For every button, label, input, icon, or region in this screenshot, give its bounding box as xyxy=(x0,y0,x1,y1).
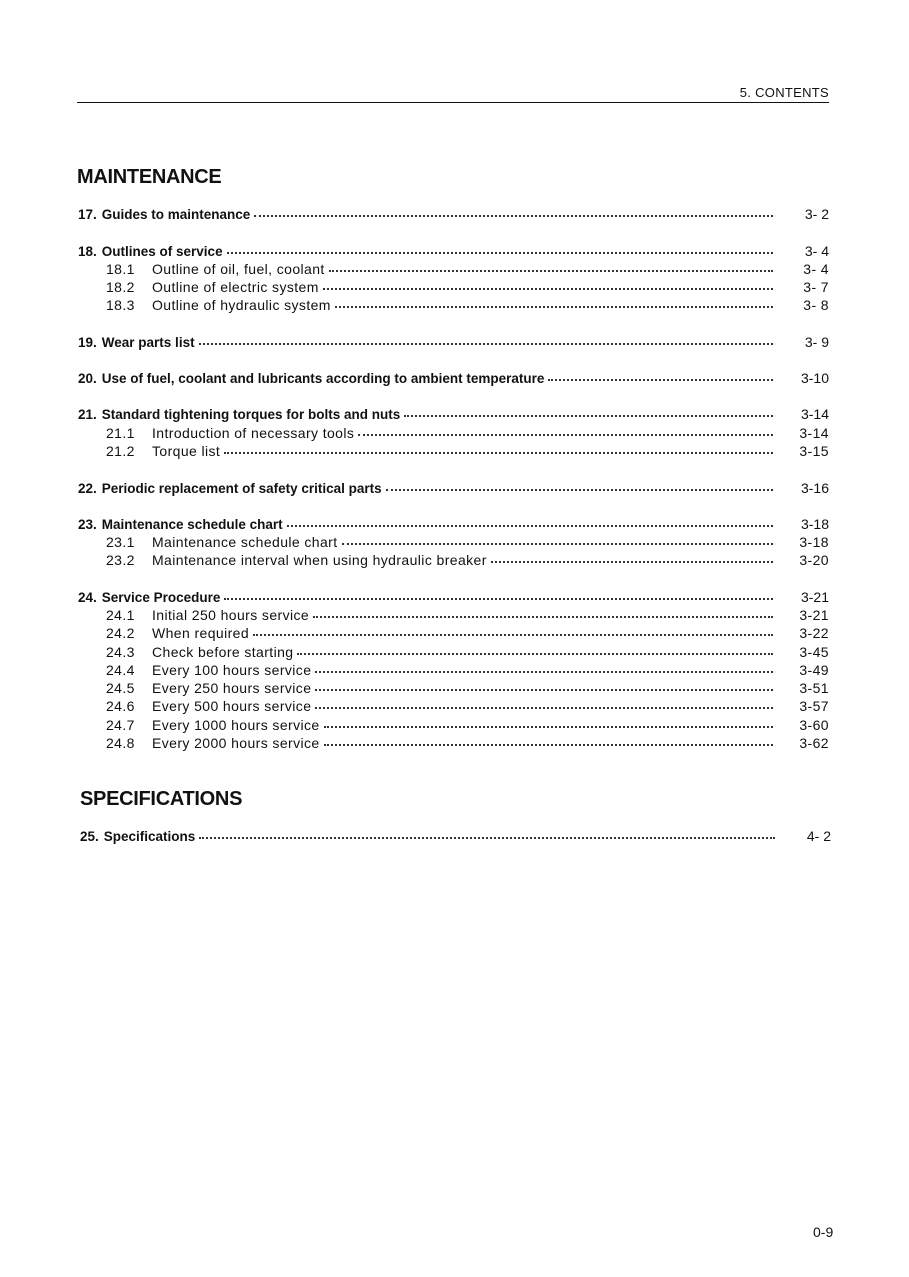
toc-subentry-18-3[interactable] xyxy=(106,297,829,315)
dot-leader xyxy=(324,726,773,728)
entry-label: Maintenance schedule chart xyxy=(152,534,338,550)
entry-label: Maintenance interval when using hydraulic breaker xyxy=(152,552,487,568)
entry-number: 24.3 xyxy=(106,644,135,660)
entry-number: 24.4 xyxy=(106,662,135,678)
entry-page: 3-18 xyxy=(800,516,829,532)
entry-number: 24.5 xyxy=(106,680,135,696)
entry-page: 3-15 xyxy=(799,443,829,459)
dot-leader xyxy=(323,288,773,290)
toc-entry-18[interactable] xyxy=(78,243,829,261)
section-title-maintenance: MAINTENANCE xyxy=(77,166,222,188)
entry-number: 25. xyxy=(80,829,99,844)
entry-label: Torque list xyxy=(152,443,221,459)
dot-leader xyxy=(335,306,773,308)
entry-page: 3-14 xyxy=(799,425,829,441)
entry-number: 20. xyxy=(78,371,97,386)
toc-subentry-23-2[interactable] xyxy=(106,552,829,570)
entry-page: 3- 4 xyxy=(803,261,829,277)
entry-page: 3- 8 xyxy=(803,297,829,313)
toc-subentry-24-6[interactable] xyxy=(106,698,829,716)
dot-leader xyxy=(342,543,773,545)
toc-subentry-24-5[interactable] xyxy=(106,680,829,698)
entry-number: 24.6 xyxy=(106,698,135,714)
entry-number: 22. xyxy=(78,481,97,496)
entry-label: Introduction of necessary tools xyxy=(152,425,355,441)
entry-label: Wear parts list xyxy=(101,335,195,350)
entry-page: 3-62 xyxy=(799,735,829,751)
entry-page: 3-21 xyxy=(800,589,829,605)
entry-label: Every 100 hours service xyxy=(152,662,312,678)
dot-leader xyxy=(224,452,773,454)
dot-leader xyxy=(491,561,773,563)
entry-number: 24.8 xyxy=(106,735,135,751)
entry-label: Guides to maintenance xyxy=(101,207,251,222)
entry-label: Use of fuel, coolant and lubricants according to ambient temperature xyxy=(101,371,545,386)
entry-number: 18.2 xyxy=(106,279,135,295)
entry-label: Specifications xyxy=(103,829,196,844)
running-header xyxy=(77,84,829,103)
entry-page: 3- 9 xyxy=(804,334,829,350)
entry-number: 23.1 xyxy=(106,534,135,550)
entry-page: 3-22 xyxy=(799,625,829,641)
toc-entry-20[interactable] xyxy=(78,370,829,388)
entry-label: Outline of hydraulic system xyxy=(152,297,331,313)
toc-subentry-18-1[interactable] xyxy=(106,261,829,279)
toc-subentry-18-2[interactable] xyxy=(106,279,829,297)
entry-label: Maintenance schedule chart xyxy=(101,517,283,532)
entry-number: 21.1 xyxy=(106,425,135,441)
toc-subentry-23-1[interactable] xyxy=(106,534,829,552)
dot-leader xyxy=(287,525,773,527)
toc-subentry-24-8[interactable] xyxy=(106,735,829,753)
entry-number: 23.2 xyxy=(106,552,135,568)
toc-entry-22[interactable] xyxy=(78,480,829,498)
entry-number: 21.2 xyxy=(106,443,135,459)
entry-page: 3-51 xyxy=(799,680,829,696)
dot-leader xyxy=(315,689,773,691)
header-title: 5. CONTENTS xyxy=(739,85,829,100)
dot-leader xyxy=(315,671,773,673)
entry-page: 3-60 xyxy=(799,717,829,733)
dot-leader xyxy=(199,837,775,839)
toc-subentry-24-7[interactable] xyxy=(106,717,829,735)
entry-number: 23. xyxy=(78,517,97,532)
entry-page: 3-14 xyxy=(800,406,829,422)
entry-page: 3-21 xyxy=(799,607,829,623)
dot-leader xyxy=(315,707,773,709)
entry-number: 19. xyxy=(78,335,97,350)
entry-page: 3-49 xyxy=(799,662,829,678)
entry-number: 24.7 xyxy=(106,717,135,733)
dot-leader xyxy=(253,634,773,636)
entry-label: Initial 250 hours service xyxy=(152,607,310,623)
entry-page: 3- 7 xyxy=(803,279,829,295)
entry-number: 24. xyxy=(78,590,97,605)
entry-number: 18.3 xyxy=(106,297,135,313)
entry-label: Service Procedure xyxy=(101,590,221,605)
entry-label: Every 1000 hours service xyxy=(152,717,320,733)
dot-leader xyxy=(386,489,773,491)
page-number: 0-9 xyxy=(813,1224,834,1240)
dot-leader xyxy=(329,270,773,272)
section-title-specifications: SPECIFICATIONS xyxy=(80,788,243,810)
entry-page: 3-20 xyxy=(799,552,829,568)
toc-entry-24[interactable] xyxy=(78,589,829,607)
toc-subentry-24-2[interactable] xyxy=(106,625,829,643)
entry-page: 3- 2 xyxy=(804,206,829,222)
dot-leader xyxy=(324,744,773,746)
entry-page: 3-18 xyxy=(799,534,829,550)
dot-leader xyxy=(254,215,773,217)
toc-entry-25[interactable] xyxy=(80,828,831,846)
entry-number: 18. xyxy=(78,244,97,259)
entry-page: 3-16 xyxy=(800,480,829,496)
toc-subentry-24-4[interactable] xyxy=(106,662,829,680)
entry-label: Check before starting xyxy=(152,644,294,660)
entry-label: Outline of oil, fuel, coolant xyxy=(152,261,325,277)
entry-label: Standard tightening torques for bolts and nuts xyxy=(101,407,401,422)
dot-leader xyxy=(224,598,773,600)
entry-label: Outlines of service xyxy=(101,244,223,259)
dot-leader xyxy=(227,252,773,254)
dot-leader xyxy=(404,415,773,417)
toc-subentry-21-1[interactable] xyxy=(106,425,829,443)
entry-page: 3- 4 xyxy=(804,243,829,259)
toc-entry-19[interactable] xyxy=(78,334,829,352)
toc-subentry-21-2[interactable] xyxy=(106,443,829,461)
entry-page: 3-10 xyxy=(800,370,829,386)
entry-number: 21. xyxy=(78,407,97,422)
entry-label: When required xyxy=(152,625,250,641)
toc-entry-21[interactable] xyxy=(78,406,829,424)
entry-label: Every 2000 hours service xyxy=(152,735,320,751)
entry-page: 3-45 xyxy=(799,644,829,660)
dot-leader xyxy=(358,434,773,436)
toc-subentry-24-3[interactable] xyxy=(106,644,829,662)
entry-label: Every 500 hours service xyxy=(152,698,312,714)
toc-entry-23[interactable] xyxy=(78,516,829,534)
dot-leader xyxy=(297,653,773,655)
entry-number: 17. xyxy=(78,207,97,222)
entry-number: 24.1 xyxy=(106,607,135,623)
entry-page: 3-57 xyxy=(799,698,829,714)
entry-page: 4- 2 xyxy=(806,828,831,844)
dot-leader xyxy=(199,343,773,345)
entry-number: 18.1 xyxy=(106,261,135,277)
entry-label: Every 250 hours service xyxy=(152,680,312,696)
toc-subentry-24-1[interactable] xyxy=(106,607,829,625)
entry-number: 24.2 xyxy=(106,625,135,641)
entry-label: Outline of electric system xyxy=(152,279,319,295)
toc-entry-17[interactable] xyxy=(78,206,829,224)
dot-leader xyxy=(313,616,773,618)
dot-leader xyxy=(548,379,773,381)
entry-label: Periodic replacement of safety critical parts xyxy=(101,481,382,496)
